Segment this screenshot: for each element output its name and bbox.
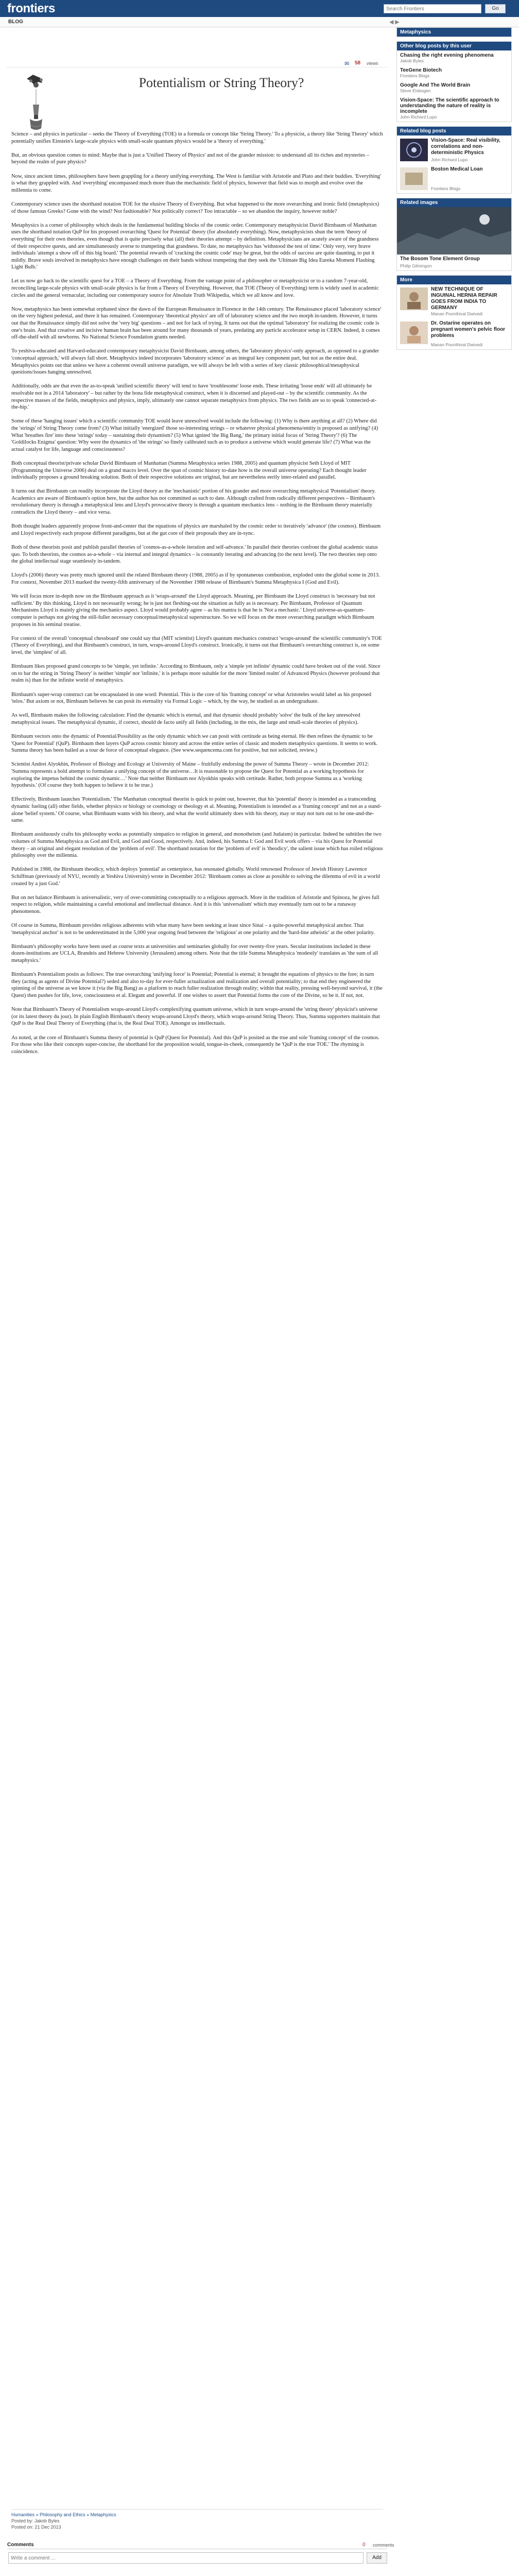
article-paragraph: Birnbaum assiduously crafts his philosophy works as potentially simpatico to religion in general, and monotheism (and Judaism) in particular. Indeed he subtitles the two volumes of Summa Metaphysica as God and Evil, and God and Good, respectively. And, indeed, his Summa I: God and Evil work offers – via his Quest for Potential theory – an original and elegant resolution of the 'problem of evil'. The shorthand notation for the 'problem of evil' is 'theodicy', the salient issue which has roiled religious philosophy over the millennia. bbox=[11, 832, 383, 859]
sidebar-item[interactable] bbox=[397, 284, 511, 318]
sidebar-related-heading: Related blog posts bbox=[397, 127, 511, 135]
article-paragraph: Birnbaum's philosophy works have been used as course texts at universities and seminaries globally for over twenty-five years. Secular institutions included in these dozen-institutions are UCLA, Brandeis and Hebrew University (Jerusalem) among others. Note that the title Summa Metaphysica 'modestly' translates as 'the sum of all metaphysics.' bbox=[11, 943, 378, 964]
related-image-author: Philip Gilmingon bbox=[400, 263, 432, 268]
views-count: 58 bbox=[355, 60, 361, 66]
article-paragraph: Both of these theorists posit and publish parallel theories of 'cosmos-as-a-whole iteration and self-advance.' In parallel their theories confront the global academic status quo. To both theorists, the cosmos as-a-whole – via internal and integral dynamics – is constantly iterating and advancing (to the next level). The two theories step onto the global intellectual stage seamlessly in-tandem. bbox=[11, 545, 378, 565]
sidebar-item-author: Frontiers Blogs bbox=[431, 186, 461, 191]
article-paragraph: Some of these 'hanging issues' which a scientific community TOE would leave unresolved would include the following: (1) Why is there anything at all? (2) Where did the 'strings' of String Theory come from? (3) What initially 'energized' those so-interesting strings – or whatever physical phenomena/entity is proposed as unifying? (4) What 'breathes fire' into these 'strings' today – sustaining their dynamism? (5) What ignited 'the Big Bang,' the primary initial focus of 'String Theory'? (6) The 'Goldilocks Enigma' question: Why were the dynamics of 'the strings' so finely calibrated such as to produce a universe which would generate life? (7) What was the actual catalyst for life, language and consciousness? bbox=[11, 418, 378, 452]
sidebar-item-author: Steve Eisbogen bbox=[400, 88, 431, 93]
sidebar-item-title[interactable]: Vision-Space: The scientific approach to understanding the nature of reality is incomplete bbox=[400, 97, 499, 114]
article-toolbar bbox=[7, 60, 387, 67]
top-bar bbox=[0, 0, 519, 17]
sidebar-item[interactable] bbox=[397, 95, 511, 122]
article-paragraph: Contemporary science uses the shorthand notation TOE for the elusive Theory of Everything. But what happened to the more overarching and ironic field (metaphysics) of those famous Greeks? Gone with the wind? Not fashionable? Not politically correct? Too intractable – so we abandon the inquiry, however noble? bbox=[11, 201, 379, 214]
sub-navigation bbox=[0, 17, 519, 27]
sidebar-item-author: John Richard Lupo bbox=[431, 157, 468, 162]
sidebar bbox=[396, 27, 512, 354]
share-icon[interactable]: ✉ bbox=[344, 61, 350, 67]
sidebar-thumbnail bbox=[400, 139, 428, 161]
add-comment-button[interactable]: Add bbox=[367, 2552, 387, 2564]
sidebar-other-heading: Other blog posts by this user bbox=[397, 42, 511, 50]
article-paragraph: Published in 1988, the Birnbaum theodicy, which deploys 'potential' as centerpiece, has resonated globally. World renowned Professor of Jewish History Lawrence Schiffman (previously of NYU, recently at Yeshiva University) wrote in December 2012: 'Birnbaum comes as close as possible to solving the dilemma of evil in a world created by a just God.' bbox=[11, 867, 380, 887]
article-paragraph: Lloyd's (2006) theory was pretty much ignored until the related Birnbaum theory (1988, 2005) as if by spontaneous combustion, exploded onto the global scene in 2013. For context, November 2013 marked the twenty-fifth anniversary of the November 1988 release of Birnbaum's Summa Metaphysica I (God and Evil). bbox=[11, 572, 380, 585]
article-paragraph: Birnbaum vectors onto the dynamic of Potential/Possibility as the only dynamic which we can posit with certitude as being eternal. He then refines the dynamic to be 'Quest for Potential' (QuP). Birnbaum then layers QuP across cosmic history and across the entire series of classic and modern metaphysics questions. It seems to work. Summa theory has been hailed as a tour de force of conceptual elegance. (See www.sequencema.com for positive, but not solicited, review.) bbox=[11, 734, 378, 754]
posted-by: Posted by: Jakob Byles bbox=[11, 2518, 60, 2523]
article-paragraph: But, an obvious question comes to mind: Maybe that is just a 'Unified Theory of Physics' and not of the grander mission: to understand all its riches and mysteries – beyond the realm of pure physics? bbox=[11, 152, 370, 165]
sidebar-topic-box bbox=[396, 27, 512, 37]
article-paragraph: As noted, at the core of Birnbaum's Summa theory of potential is QuP (Quest for Potential). And this QuP is posited as the true and sole 'framing concept' of the cosmos. For those who like their concepts super-concise, the shorthand for the proposition would, tongue-in-cheek, consequently be 'QuP is the true TOE.' The rhyming is coincidence. bbox=[11, 1035, 379, 1055]
article-paragraph: It turns out that Birnbaum can readily incorporate the Lloyd theory as the 'mechanistic' portion of his grander and more overarching metaphysical 'Potentialism' theory. Academics are aware of Birnbaum's option here, but the author has not committed as such to date. Although crafted from radically different perspectives – Birnbaum's revolutionary theory is through a metaphysical lens and Lloyd's provocative theory is through a quantum mechanics lens – nothing in the Birnbaum theory materially contradicts the Lloyd theory – and vice versa. bbox=[11, 488, 376, 516]
comments-title: Comments bbox=[7, 2542, 34, 2548]
article-paragraph: For context of the overall 'conceptual chessboard' one could say that (MIT scientist) Lloyd's quantum mechanics construct 'wraps-around' the scientific community's TOE (Theory of Everything), and that Birnbaum's construct, in turn, wraps-around Lloyd's construct. Ironically, it turns out that Birnbaum's overarching construct is, on some level, the 'simplest' of all. bbox=[11, 635, 382, 655]
sidebar-item-title[interactable]: Boston Medical Loan bbox=[431, 166, 483, 172]
posted-on: Posted on: 21 Dec 2013 bbox=[11, 2524, 61, 2530]
nav-arrows-icon[interactable]: ◀ ▶ bbox=[389, 19, 400, 25]
article-illustration bbox=[15, 74, 57, 131]
sidebar-item-title[interactable]: Dr. Ostarine operates on pregnant women's pelvic floor problems bbox=[431, 320, 506, 338]
article-paragraph: Birnbaum's Potentialism posits as follows: The true overarching 'unifying force' is Potential; Potential is eternal; it brought the equations of physics to the fore; in turn they (acting as agents of Divine Potential?) seded and also to-day for ever-fuller actualization and realization and overall potentiality; to that end they engineered the spinning of the universe as we know it (via the Big Bang) as a platform to reach fuller realization through reality; within that reality, pressing well-beyond survival, it (the Quest) then pushes for life, love, consciousness et al. Elegant and powerful. If one wishes to assert that Potential forms the core of the Divine, so be it. If not, not. bbox=[11, 972, 383, 999]
article-paragraph: Science – and physics in particular – seeks the Theory of Everything (TOE) in a formula or concept like 'String Theory.' To a physicist, a theory like 'String Theory' which potentially unifies Einstein's large-scale physics with small-scale quantum physics would be a 'theory of everything.' bbox=[11, 131, 383, 144]
sidebar-item-author: John Richard Lupo bbox=[400, 114, 437, 120]
sidebar-item-title[interactable]: NEW TECHNIQUE OF INGUINAL HERNIA REPAIR GOES FROM INDIA TO GERMANY bbox=[431, 286, 497, 311]
sidebar-thumbnail bbox=[400, 321, 428, 344]
sidebar-more bbox=[396, 275, 512, 350]
article-categories[interactable]: Humanities » Philosophy and Ethics » Metaphysics bbox=[11, 2512, 116, 2517]
article-paragraph: Metaphysics is a corner of philosophy which deals in the fundamental building blocks of the cosmic order. Contemporary metaphysicist David Birnbaum of Manhattan uses the shorthand notation QuP for his proposed overarching 'Quest for Potential' theory (for absolutely everything). Now, metaphysicists shun the term 'theory of everything' for their own theories, even though that is quite precisely what (all) their theories attempt – by definition. Metaphysicians are acutely aware of the grandness of their respective quests, and are simultaneously averse to trumpeting that grandness. To date, no metaphysics has 'withstood the test of time.' Only very, very brave individuals 'attempt a show off of this big board.' The potential rewards of 'cracking the cosmic code' may be great, but the odds of success are quite daunting, to put it mildly. Brave souls involved in metaphysics have enough challenges on their hands without trumpeting that they seek the 'Ultimate Big Idea Eureka Moment Flashing Light Bulb.' bbox=[11, 222, 379, 270]
article-paragraph: Scientist Andrei Alyokhin, Professor of Biology and Ecology at University of Maine – fruitfully endorsing the power of Summa Theory – wrote in December 2012: 'Summa represents a bold attempt to formulate a unifying concept of the universe…It is reasonable to propose the Quest for Potential as a working hypothesis for exploring the impetus behind the cosmic dynamic…' Note that neither Birnbaum nor Alyokhin speaks with certitude. Rather, both propose Summa as a 'working hypothesis.' (Of course they both happen to believe it to be true.) bbox=[11, 761, 369, 789]
article-body bbox=[11, 131, 383, 1062]
sidebar-other-posts bbox=[396, 41, 512, 122]
comments-count: 0 bbox=[362, 2542, 366, 2548]
sidebar-images-heading: Related images bbox=[397, 198, 511, 207]
sidebar-item-title[interactable]: Vision-Space: Real visibility, correlations and non-deterministic Physics bbox=[431, 138, 500, 156]
article-paragraph: Additionally, odds are that even the as-to-speak 'unified scientific theory' will tend to have 'troublesome' loose ends. These irritating 'loose ends' will all ultimately be resolvable not in a 2014 'laboratory' – but rather by the bona fide metaphysical construct, when it is discerned and played-out – by the scientific community. As the respective masses of the fields, metaphysics and physics, imply, ultimately one cannot separate metaphysics from physics. The two fields are so to speak 'connected-at-the-hip.' bbox=[11, 383, 377, 411]
sidebar-item[interactable] bbox=[397, 135, 511, 164]
sidebar-item[interactable] bbox=[397, 50, 511, 65]
article-paragraph: Let us now go back to the scientific quest for a TOE – a Theory of Everything. From the vantage point of a philosopher or metaphysicist or to a random 7-year-old, reconciling large-scale physics with small-scale physics is far from a Theory of Everything. However, that TOE (Theory of Everything) term is widely used in academic circles and the general vernacular, including our contemporary source for Absolute Truth Wikipedia, which we all know and love. bbox=[11, 278, 379, 298]
related-image-caption[interactable]: The Bosom Tone Element Group bbox=[400, 256, 480, 262]
sidebar-thumbnail bbox=[400, 287, 428, 310]
article-paragraph: We will focus more in-depth now on the Birnbaum approach as it 'wraps-around' the Lloyd approach. Meaning, per Birnbaum the Lloyd construct is 'necessary but not sufficient.' By this thinking, Lloyd is not necessarily wrong; he is just not fleshing-out the situation as fully as is necessary. Per Birnbaum, Professor of Quantum Mechanisms Lloyd is mainly giving the mechanics aspect. Lloyd would probably agree – as his mantra is that he is 'Not a mechanic.' Lloyd universe-as-quantum- computer is perhaps not giving the still-fuller necessary conceptual/metaphysical superstructure. So we will focus on the more overarching paradigm which Birnbaum proposes in his seminal treatise. bbox=[11, 594, 375, 628]
search-input[interactable] bbox=[384, 4, 481, 13]
sidebar-related-images bbox=[396, 198, 512, 271]
sidebar-item[interactable] bbox=[397, 318, 511, 349]
article-paragraph: Birnbaum's super-wrap construct can be encapsulated in one word: Potential. This is the core of his 'framing concept' or what Aristoteles would label as his proposed 'telos.' But axiom or not, Birnbaum believes he can posit its eternality via Formal Logic – which, by the way, he studied as an undergraduate. bbox=[11, 691, 372, 705]
article-paragraph: Birnbaum likes proposed grand concepts to be 'simple, yet infinite.' According to Birnbaum, only a 'simple yet infinite' dynamic could have broken out of the void. Since on to bar the string in 'String Theory' is neither 'simple' nor 'infinite,' it is perhaps more suitable for the more 'limited realm' of Advanced Physics (however profound that realm is) than for the infinite world of metaphysics. bbox=[11, 664, 380, 684]
sidebar-item-author: Frontiers Blogs bbox=[400, 73, 430, 78]
sidebar-item-author: Jakob Byles bbox=[400, 58, 424, 63]
article-paragraph: To yeshiva-educated and Harvard-educated contemporary metaphysicist David Birnbaum, among others, the 'laboratory physics'-only approach, as opposed to a grander 'conceptual approach,' will always fall short. Metaphysics indeed incorporates 'laboratory science' as an integral key component part, but not as the entire deal. Metaphysics points out that unless we have a coherent overall universe paradigm, we will always be left with a series of key classic philosophical/metaphysical questions/issues hanging unresolved. bbox=[11, 348, 379, 376]
comments-count-label: comments bbox=[373, 2543, 394, 2548]
article-paragraph: Both thought leaders apparently propose front-and-center that the equations of physics are marshaled by the cosmic order to iteratively 'advance' (the cosmos). Birnbaum and Lloyd respectively each propose different paradigms, but at the gut core of their proposals they are in-sync. bbox=[11, 523, 381, 536]
sidebar-item-title[interactable]: TeeGene Biotech bbox=[400, 67, 442, 73]
related-image[interactable] bbox=[397, 207, 511, 255]
sidebar-item-author: Manan Poonthival Dwivedi bbox=[431, 311, 483, 316]
article-paragraph: As well, Birnbaum makes the following calculation: Find the dynamic which is eternal, and that dynamic should probably 'solve' the bulk of the key unresolved metaphysical issues. The metaphysical dynamic, if correct, should de facto unify all fields (including, in the mix, the large and small-scale theories of physics). bbox=[11, 713, 360, 725]
article-meta bbox=[11, 2509, 383, 2530]
comments-header bbox=[7, 2542, 394, 2549]
frontiers-logo[interactable]: frontiers bbox=[7, 2, 55, 15]
section-label[interactable]: BLOG bbox=[8, 19, 23, 25]
sidebar-topic-heading[interactable]: Metaphysics bbox=[397, 28, 511, 37]
views-label: views bbox=[367, 61, 378, 66]
sidebar-item-author: Manan Poonthival Dwivedi bbox=[431, 342, 483, 347]
sidebar-item[interactable] bbox=[397, 65, 511, 80]
article-paragraph: Now, since ancient times, philosophers have been grappling for a theory unifying everything. The West is familiar with Aristotle and Plato and their buddies. 'Everything' is what they grappled with. And 'everything' encompassed much more than the mechanistic field of physics, however that field was to morph and evolve over the millennia to come. bbox=[11, 173, 381, 193]
comment-input[interactable] bbox=[8, 2552, 364, 2564]
sidebar-thumbnail bbox=[400, 167, 428, 190]
sidebar-item[interactable] bbox=[397, 80, 511, 95]
article-paragraph: Effectively, Birnbaum launches 'Potentialism.' The Manhattan conceptual theorist is quick to point out, however, that his 'potential' theory is intended as a transcending dynamic fueling (all) other fields, whether physics or biology or cosmology or theology et al. Meaning, Potentialism is intended as a 'framing concept' and not as a stand-alone 'belief system.' Of course, what Birnbaum wants with his theory, and what the world ultimately does with his theory, may or may not turn out to be one-and-the-same. bbox=[11, 796, 382, 824]
article-paragraph: But on net balance Birnbaum is universalistic, very of over-committing conceptually to a religious approach. More in the tradition of Aristotle and Spinoza, he gives full respect to religion, while maintaining a careful emotional and intellectual distance. And it is this 'universalism' which may eventually turn out to be a runaway phenomenon. bbox=[11, 894, 379, 914]
article-paragraph: Both conceptual theorist/private scholar David Birnbaum of Manhattan (Summa Metaphysica series 1988, 2005) and quantum physicist Seth Lloyd of MIT (Programming the Universe 2006) deal on a grand macro level. Over the span of cosmic history to-date how is the overall universe operating? Each thought leader individually proposes a ground breaking solution. Both of their respective solutions are original, but are nevertheless eerily inter-related and parallel. bbox=[11, 460, 367, 481]
sidebar-item[interactable] bbox=[397, 164, 511, 193]
sidebar-more-heading: More bbox=[397, 276, 511, 284]
sidebar-item-title[interactable]: Google And The World Brain bbox=[400, 82, 471, 88]
article-title: Potentialism or String Theory? bbox=[139, 75, 304, 90]
article-paragraph: Note that Birnbaum's Theory of Potentialism wraps-around Lloyd's complexifying quantum universe, which in turn wraps-around the 'string theory' physicist's universe (or its latest theory du jour). In plain English Birnbaum's theory wraps-around Lloyd's theory, which wraps-around String Theory. Thus, Summa supporters maintain that QuP is the Real Deal Theory of Everything (that is, the Real Deal TOE). Amongst us intellectuals. bbox=[11, 1007, 380, 1027]
sidebar-related-posts bbox=[396, 126, 512, 194]
sidebar-item-title[interactable]: Chasing the right evening phenomena bbox=[400, 53, 494, 58]
article-paragraph: Of course in Summa, Birnbaum provides religious adherents with what many have been seeking at least since Sinai – a quite-powerful metaphysical anchor. That 'metaphysical anchor' is not to be underestimated in the 5,000 year ongoing feud between the 'religious' at one polarity and the 'hard-line atheistic' at the other polarity. bbox=[11, 923, 375, 936]
article-paragraph: Now, metaphysics has been somewhat orphaned since the dawn of the European Renaissance in Florence in the 14th century. The Renaissance placed 'laboratory science' on the very highest pedestal, and there it has remained. Contemporary 'theoretical physics' are off of laboratory science and the two morph in-tandem. However, it turns out that the Renaissance simply did not solve the 'very big' questions – and not for lack of trying. It turns out that the optimal 'laboratory' for realizing the cosmic code is one's brain. And that creative and incisive human brain has been around for many thousands of years, predating any particle accelerator setup in CERN. Indeed, it comes off-the-shelf with all newborns. No National Science Foundation grants needed. bbox=[11, 306, 382, 341]
search-go-button[interactable]: Go bbox=[485, 4, 506, 13]
